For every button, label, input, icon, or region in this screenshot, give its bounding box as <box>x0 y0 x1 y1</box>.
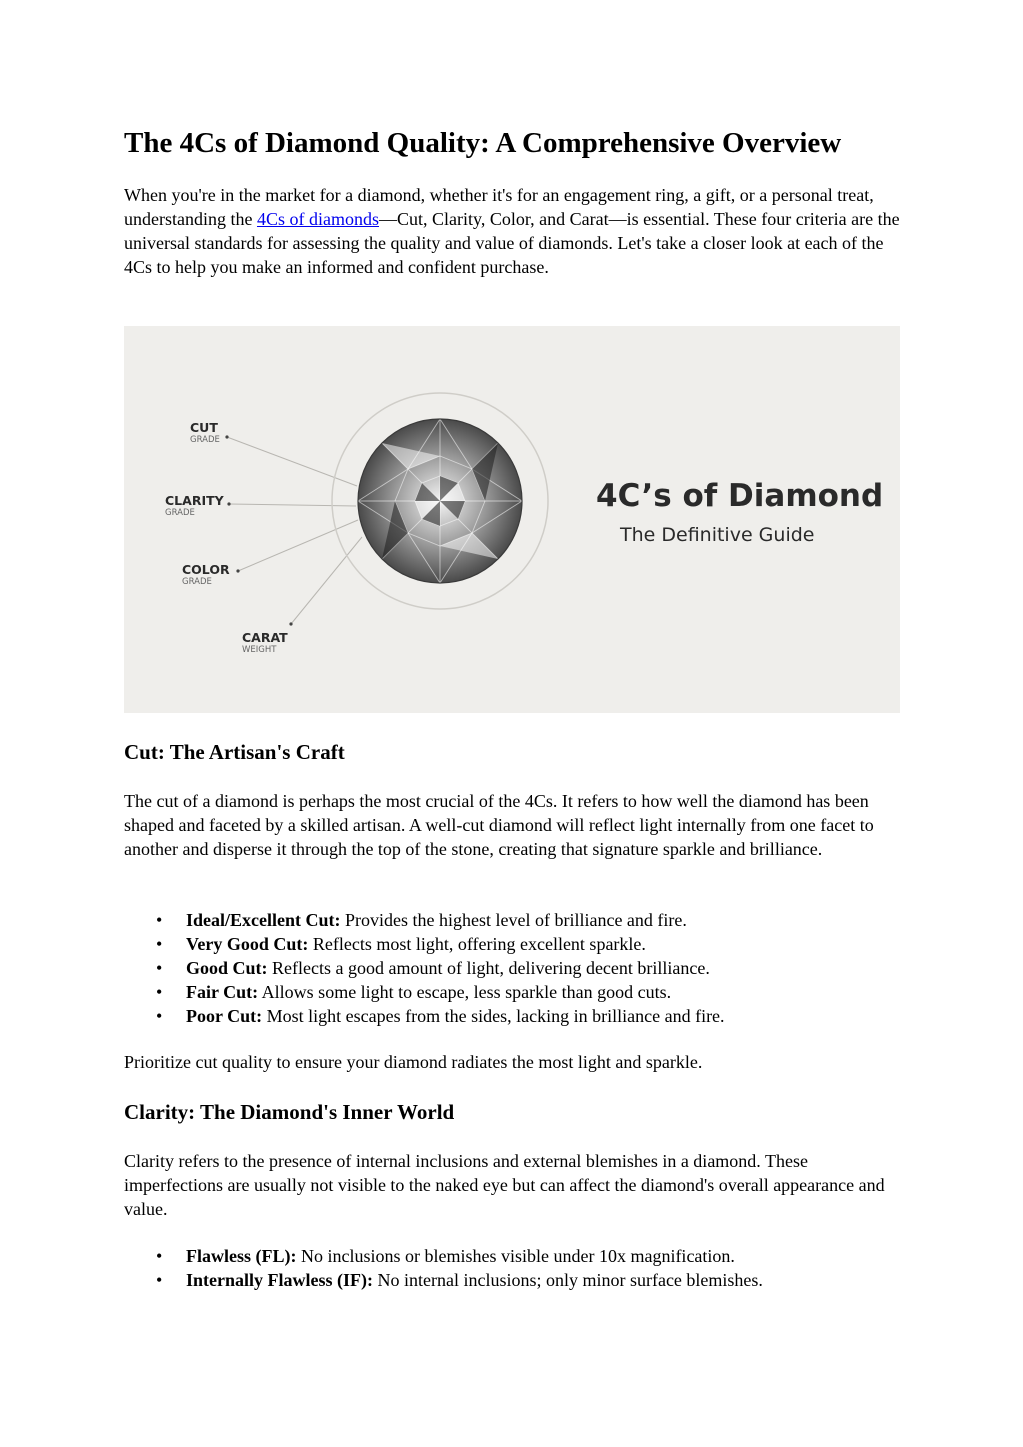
cut-heading: Cut: The Artisan's Craft <box>124 740 345 764</box>
4cs-of-diamonds-link[interactable]: 4Cs of diamonds <box>256 209 379 229</box>
list-item-term: Flawless (FL): <box>186 1246 297 1266</box>
bullet-icon: • <box>156 958 163 978</box>
diamond-illustration <box>124 326 900 713</box>
cut-paragraph: The cut of a diamond is perhaps the most crucial of the 4Cs. It refers to how well the diamond has been shaped and faceted by a skilled artisan. A well-cut diamond will reflect light internally from one facet to another and disperse it through the top of the stone, creating that signature sparkle and brilliance. <box>124 791 874 859</box>
label-carat: CARAT <box>242 630 288 645</box>
label-color-grade <box>182 564 230 586</box>
list-item-term: Poor Cut: <box>186 1006 263 1026</box>
list-item-desc: Reflects a good amount of light, delivering decent brilliance. <box>267 958 710 978</box>
bullet-icon: • <box>156 1270 163 1290</box>
label-cut-sub: GRADE <box>190 434 220 445</box>
list-item-term: Ideal/Excellent Cut: <box>186 910 341 930</box>
label-clarity-sub: GRADE <box>165 507 195 518</box>
label-cut: CUT <box>190 420 218 435</box>
diamond-gem <box>358 419 522 583</box>
label-carat-sub: WEIGHT <box>242 644 277 655</box>
intro-text-end: —Cut, Clarity, Color, and Carat—is essential. These four criteria are the universal standards for assessing the quality and value of diamonds. Let's take a closer look at each of the 4Cs to help you make an informed and confident purchase. <box>124 209 900 277</box>
hero-title: 4C’s of Diamond <box>596 478 884 514</box>
list-item-desc: No internal inclusions; only minor surface blemishes. <box>372 1270 763 1290</box>
label-cut-grade <box>190 422 220 444</box>
hero-subtitle: The Definitive Guide <box>620 524 815 546</box>
label-color: COLOR <box>182 562 230 577</box>
list-item-term: Internally Flawless (IF): <box>186 1270 373 1290</box>
list-item <box>124 956 900 980</box>
bullet-icon: • <box>156 1006 163 1026</box>
list-item-desc: No inclusions or blemishes visible under 10x magnification. <box>296 1246 735 1266</box>
list-item <box>124 932 900 956</box>
pointer-lines <box>227 437 362 624</box>
bullet-icon: • <box>156 1246 163 1266</box>
intro-text-start: When you're in the market for a diamond, whether it's for an engagement ring, a gift, or a personal treat, understanding the <box>124 185 874 229</box>
pointer-dots <box>225 435 292 625</box>
bullet-icon: • <box>156 982 163 1002</box>
cut-grades-list <box>124 908 900 1028</box>
list-item <box>124 1004 900 1028</box>
bullet-icon: • <box>156 910 163 930</box>
clarity-paragraph: Clarity refers to the presence of internal inclusions and external blemishes in a diamond. These imperfections are usually not visible to the naked eye but can affect the diamond's overall appearance and value. <box>124 1151 885 1219</box>
list-item <box>124 1244 900 1268</box>
list-item-desc: Most light escapes from the sides, lacking in brilliance and fire. <box>262 1006 725 1026</box>
list-item-term: Good Cut: <box>186 958 268 978</box>
clarity-grades-list <box>124 1244 900 1292</box>
list-item <box>124 1268 900 1292</box>
clarity-heading: Clarity: The Diamond's Inner World <box>124 1100 455 1124</box>
list-item-term: Very Good Cut: <box>186 934 309 954</box>
label-clarity: CLARITY <box>165 493 224 508</box>
label-carat-weight <box>242 632 288 654</box>
list-item <box>124 908 900 932</box>
intro-paragraph <box>124 183 900 279</box>
hero-image-4cs-diamond <box>124 326 900 713</box>
list-item <box>124 980 900 1004</box>
label-color-sub: GRADE <box>182 576 212 587</box>
label-clarity-grade <box>165 495 224 517</box>
list-item-desc: Provides the highest level of brilliance and fire. <box>340 910 687 930</box>
bullet-icon: • <box>156 934 163 954</box>
list-item-desc: Reflects most light, offering excellent sparkle. <box>308 934 646 954</box>
list-item-term: Fair Cut: <box>186 982 259 1002</box>
list-item-desc: Allows some light to escape, less sparkle than good cuts. <box>258 982 672 1002</box>
cut-note: Prioritize cut quality to ensure your diamond radiates the most light and sparkle. <box>124 1052 703 1072</box>
article-title: The 4Cs of Diamond Quality: A Comprehensive Overview <box>124 127 842 159</box>
